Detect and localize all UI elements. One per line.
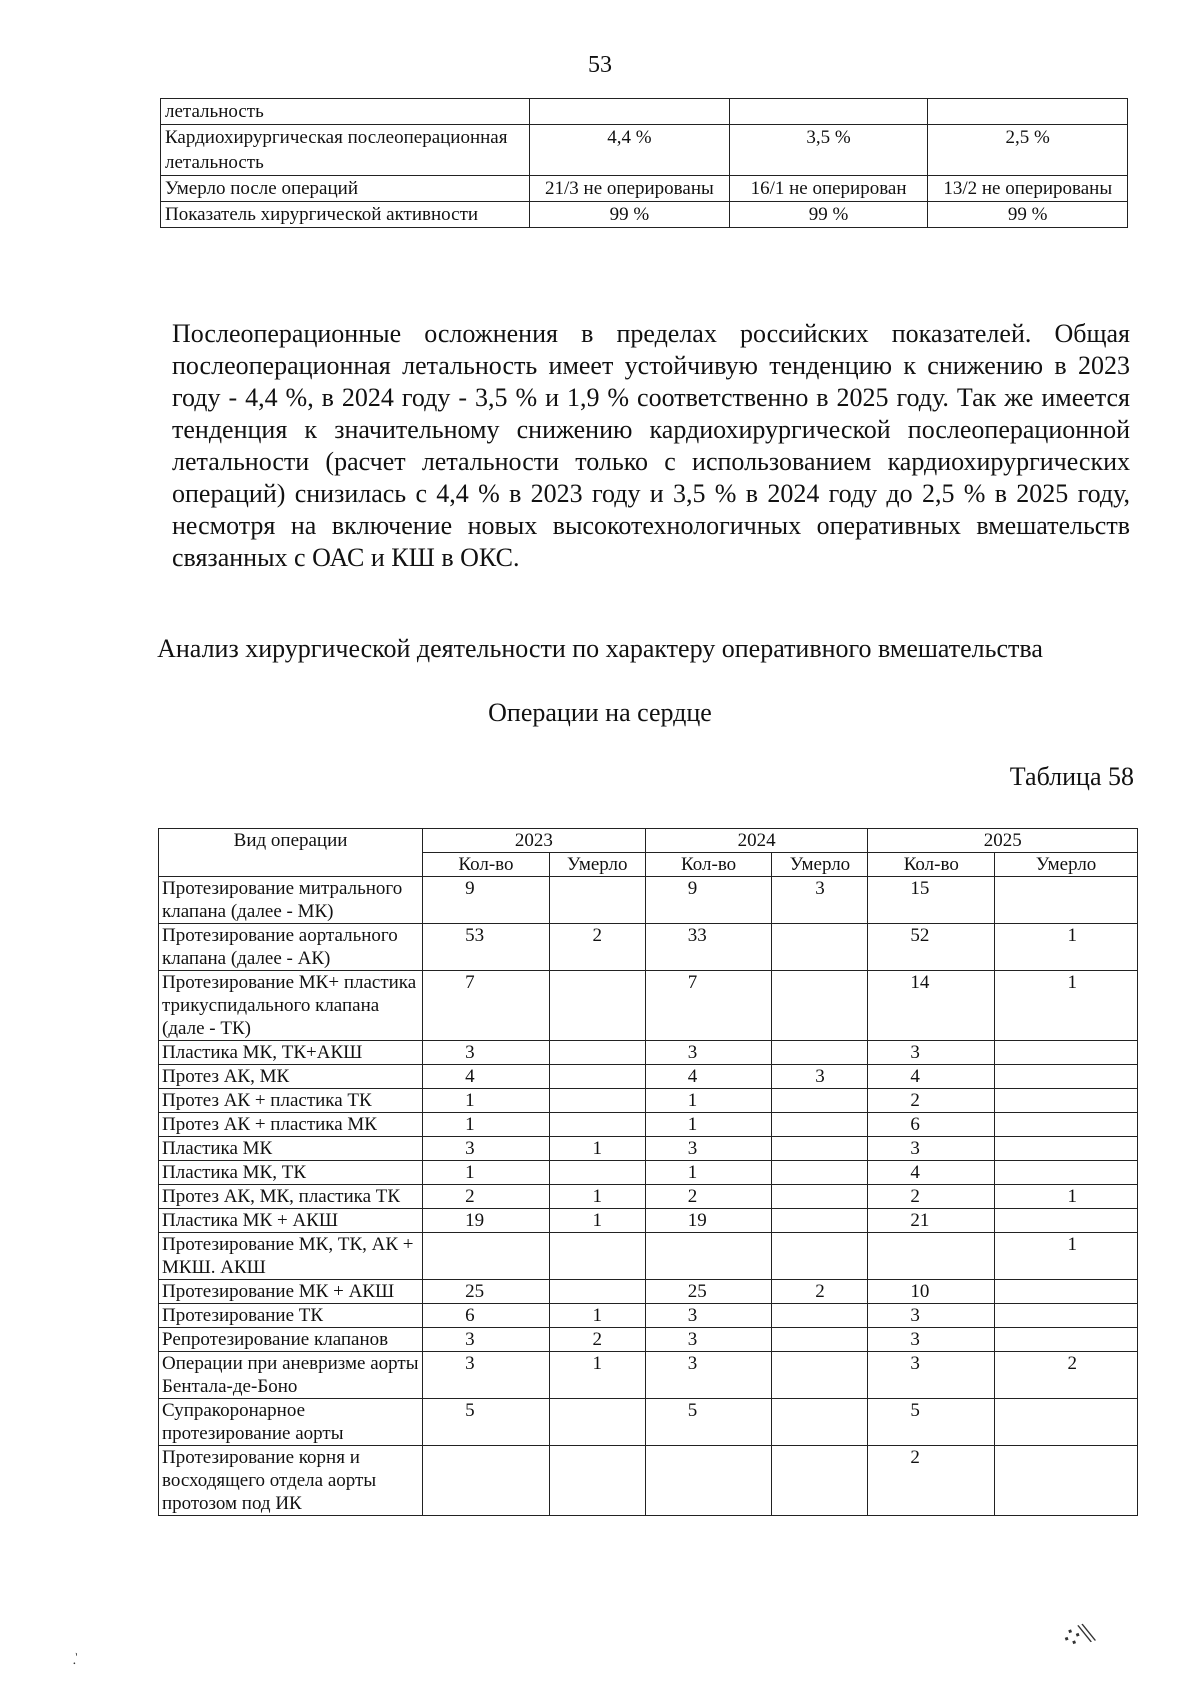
count-cell: 4 (868, 1161, 995, 1185)
count-cell: 2 (423, 1185, 550, 1209)
count-cell: 25 (423, 1280, 550, 1304)
operation-name: Протезирование МК+ пластика трикуспидального клапана (дале - ТК) (159, 971, 423, 1041)
header-died: Умерло (995, 853, 1138, 877)
table-row (159, 877, 1138, 924)
count-cell: 3 (868, 1304, 995, 1328)
operation-name: Пластика МК, ТК+АКШ (159, 1041, 423, 1065)
count-cell: 53 (423, 924, 550, 971)
count-cell: 3 (645, 1041, 772, 1065)
row-label: летальность (161, 99, 530, 125)
count-cell (868, 1233, 995, 1280)
died-cell (995, 1113, 1138, 1137)
died-cell: 1 (549, 1185, 645, 1209)
table-cell: 99 % (729, 202, 928, 228)
table-row (159, 1446, 1138, 1516)
died-cell (995, 877, 1138, 924)
mortality-table (160, 98, 1128, 228)
heart-operations-table (158, 828, 1138, 1516)
table-row (159, 1113, 1138, 1137)
count-cell: 2 (868, 1089, 995, 1113)
table-row (159, 1280, 1138, 1304)
count-cell: 3 (645, 1304, 772, 1328)
died-cell: 1 (995, 1185, 1138, 1209)
table-row (161, 202, 1128, 228)
operation-name: Протезирование МК + АКШ (159, 1280, 423, 1304)
count-cell: 3 (423, 1352, 550, 1399)
died-cell (995, 1041, 1138, 1065)
died-cell (995, 1209, 1138, 1233)
count-cell: 3 (423, 1137, 550, 1161)
died-cell (772, 1089, 868, 1113)
count-cell: 19 (423, 1209, 550, 1233)
operation-name: Пластика МК + АКШ (159, 1209, 423, 1233)
header-count: Кол-во (423, 853, 550, 877)
count-cell: 9 (645, 877, 772, 924)
count-cell: 10 (868, 1280, 995, 1304)
died-cell: 1 (549, 1137, 645, 1161)
header-count: Кол-во (645, 853, 772, 877)
count-cell: 3 (645, 1137, 772, 1161)
died-cell (549, 1065, 645, 1089)
count-cell: 4 (423, 1065, 550, 1089)
header-year-2025: 2025 (868, 829, 1138, 853)
count-cell: 5 (868, 1399, 995, 1446)
table-cell: 21/3 не оперированы (530, 176, 730, 202)
count-cell (645, 1233, 772, 1280)
count-cell: 4 (868, 1065, 995, 1089)
table-cell (928, 99, 1128, 125)
table-cell (530, 99, 730, 125)
died-cell: 2 (995, 1352, 1138, 1399)
died-cell: 1 (549, 1304, 645, 1328)
died-cell (772, 924, 868, 971)
section-heading: Анализ хирургической деятельности по характеру оперативного вмешательства (157, 634, 1043, 663)
table-row (159, 1161, 1138, 1185)
count-cell: 3 (423, 1041, 550, 1065)
died-cell (549, 1399, 645, 1446)
died-cell: 1 (549, 1209, 645, 1233)
count-cell: 3 (645, 1352, 772, 1399)
died-cell (549, 1041, 645, 1065)
scan-mark: `. (66, 1651, 83, 1668)
row-label: Кардиохирургическая послеоперационная летальность (161, 125, 530, 176)
died-cell (772, 1113, 868, 1137)
died-cell (772, 1399, 868, 1446)
table-cell: 3,5 % (729, 125, 928, 176)
operation-name: Супракоронарное протезирование аорты (159, 1399, 423, 1446)
died-cell (549, 971, 645, 1041)
operation-name: Протез АК + пластика МК (159, 1113, 423, 1137)
died-cell (995, 1089, 1138, 1113)
died-cell (772, 1304, 868, 1328)
operation-name: Пластика МК (159, 1137, 423, 1161)
table-row (159, 1399, 1138, 1446)
operation-name: Операции при аневризме аорты Бентала-де-Боно (159, 1352, 423, 1399)
table-row (159, 1304, 1138, 1328)
died-cell (772, 1233, 868, 1280)
count-cell: 7 (423, 971, 550, 1041)
table-row (159, 1137, 1138, 1161)
table-row (161, 99, 1128, 125)
table-cell (729, 99, 928, 125)
count-cell: 1 (423, 1161, 550, 1185)
died-cell (995, 1280, 1138, 1304)
count-cell: 1 (645, 1113, 772, 1137)
died-cell (995, 1065, 1138, 1089)
count-cell: 52 (868, 924, 995, 971)
scan-mark: ⁘\\ (1055, 1616, 1095, 1659)
count-cell: 3 (868, 1352, 995, 1399)
died-cell (549, 1280, 645, 1304)
table-row (159, 971, 1138, 1041)
count-cell: 14 (868, 971, 995, 1041)
table-row (159, 1233, 1138, 1280)
row-label: Умерло после операций (161, 176, 530, 202)
table-row (159, 1185, 1138, 1209)
count-cell (645, 1446, 772, 1516)
header-year-2023: 2023 (423, 829, 646, 853)
count-cell: 5 (423, 1399, 550, 1446)
died-cell (995, 1304, 1138, 1328)
died-cell: 2 (549, 924, 645, 971)
died-cell (549, 1161, 645, 1185)
table-label: Таблица 58 (1009, 762, 1134, 791)
table-row (161, 176, 1128, 202)
died-cell (995, 1399, 1138, 1446)
died-cell: 3 (772, 1065, 868, 1089)
operation-name: Репротезирование клапанов (159, 1328, 423, 1352)
died-cell (772, 1041, 868, 1065)
died-cell (995, 1137, 1138, 1161)
died-cell (772, 1185, 868, 1209)
body-paragraph: Послеоперационные осложнения в пределах российских показателей. Общая послеоперационная летальность имеет устойчивую тенденцию к снижению в 2023 году - 4,4 %, в 2024 году - 3,5 % и 1,9 % соответственно в 2025 году. Так же имеется тенденция к значительному снижению кардиохирургической послеоперационной летальности (расчет летальности только с использованием кардиохирургических операций) снизилась с 4,4 % в 2023 году и 3,5 % в 2024 году до 2,5 % в 2025 году, несмотря на включение новых высокотехнологичных оперативных вмешательств связанных с ОАС и КШ в ОКС. (172, 319, 1130, 572)
header-died: Умерло (772, 853, 868, 877)
table-row (161, 125, 1128, 176)
header-year-2024: 2024 (645, 829, 868, 853)
count-cell: 6 (423, 1304, 550, 1328)
row-label: Показатель хирургической активности (161, 202, 530, 228)
died-cell: 1 (549, 1352, 645, 1399)
table-row (159, 1065, 1138, 1089)
table-header-row (159, 829, 1138, 853)
count-cell: 3 (868, 1328, 995, 1352)
count-cell: 1 (423, 1089, 550, 1113)
died-cell (772, 1137, 868, 1161)
page-number: 53 (588, 52, 612, 78)
count-cell: 25 (645, 1280, 772, 1304)
operation-name: Протезирование корня и восходящего отдела аорты протозом под ИК (159, 1446, 423, 1516)
died-cell: 1 (995, 1233, 1138, 1280)
died-cell: 1 (995, 971, 1138, 1041)
table-cell: 4,4 % (530, 125, 730, 176)
died-cell (549, 1089, 645, 1113)
count-cell: 7 (645, 971, 772, 1041)
operation-name: Протез АК, МК (159, 1065, 423, 1089)
died-cell (772, 1352, 868, 1399)
died-cell (549, 1113, 645, 1137)
count-cell (423, 1446, 550, 1516)
count-cell: 3 (645, 1328, 772, 1352)
count-cell: 15 (868, 877, 995, 924)
header-count: Кол-во (868, 853, 995, 877)
count-cell: 21 (868, 1209, 995, 1233)
header-died: Умерло (549, 853, 645, 877)
table-row (159, 1041, 1138, 1065)
table-row (159, 1352, 1138, 1399)
died-cell: 3 (772, 877, 868, 924)
count-cell: 3 (423, 1328, 550, 1352)
died-cell (549, 1233, 645, 1280)
operation-name: Протезирование митрального клапана (далее - МК) (159, 877, 423, 924)
died-cell (995, 1328, 1138, 1352)
table-row (159, 1089, 1138, 1113)
count-cell: 6 (868, 1113, 995, 1137)
subsection-heading: Операции на сердце (488, 698, 712, 727)
table-row (159, 924, 1138, 971)
died-cell (549, 1446, 645, 1516)
died-cell (772, 1446, 868, 1516)
count-cell: 3 (868, 1041, 995, 1065)
count-cell (423, 1233, 550, 1280)
count-cell: 2 (645, 1185, 772, 1209)
table-cell: 16/1 не оперирован (729, 176, 928, 202)
died-cell: 2 (772, 1280, 868, 1304)
died-cell (772, 1328, 868, 1352)
died-cell (772, 1161, 868, 1185)
table-cell: 2,5 % (928, 125, 1128, 176)
table-row (159, 1209, 1138, 1233)
count-cell: 1 (645, 1161, 772, 1185)
table-cell: 13/2 не оперированы (928, 176, 1128, 202)
table-row (159, 1328, 1138, 1352)
header-operation: Вид операции (159, 829, 423, 877)
operation-name: Протез АК + пластика ТК (159, 1089, 423, 1113)
operation-name: Пластика МК, ТК (159, 1161, 423, 1185)
died-cell (772, 971, 868, 1041)
count-cell: 2 (868, 1185, 995, 1209)
table-cell: 99 % (928, 202, 1128, 228)
count-cell: 5 (645, 1399, 772, 1446)
operation-name: Протезирование ТК (159, 1304, 423, 1328)
died-cell: 2 (549, 1328, 645, 1352)
operation-name: Протез АК, МК, пластика ТК (159, 1185, 423, 1209)
table-cell: 99 % (530, 202, 730, 228)
count-cell: 19 (645, 1209, 772, 1233)
died-cell (549, 877, 645, 924)
count-cell: 3 (868, 1137, 995, 1161)
count-cell: 1 (423, 1113, 550, 1137)
count-cell: 9 (423, 877, 550, 924)
count-cell: 4 (645, 1065, 772, 1089)
operation-name: Протезирование МК, ТК, АК + МКШ. АКШ (159, 1233, 423, 1280)
died-cell (995, 1446, 1138, 1516)
died-cell (772, 1209, 868, 1233)
died-cell (995, 1161, 1138, 1185)
count-cell: 33 (645, 924, 772, 971)
operation-name: Протезирование аортального клапана (далее - АК) (159, 924, 423, 971)
count-cell: 1 (645, 1089, 772, 1113)
count-cell: 2 (868, 1446, 995, 1516)
died-cell: 1 (995, 924, 1138, 971)
